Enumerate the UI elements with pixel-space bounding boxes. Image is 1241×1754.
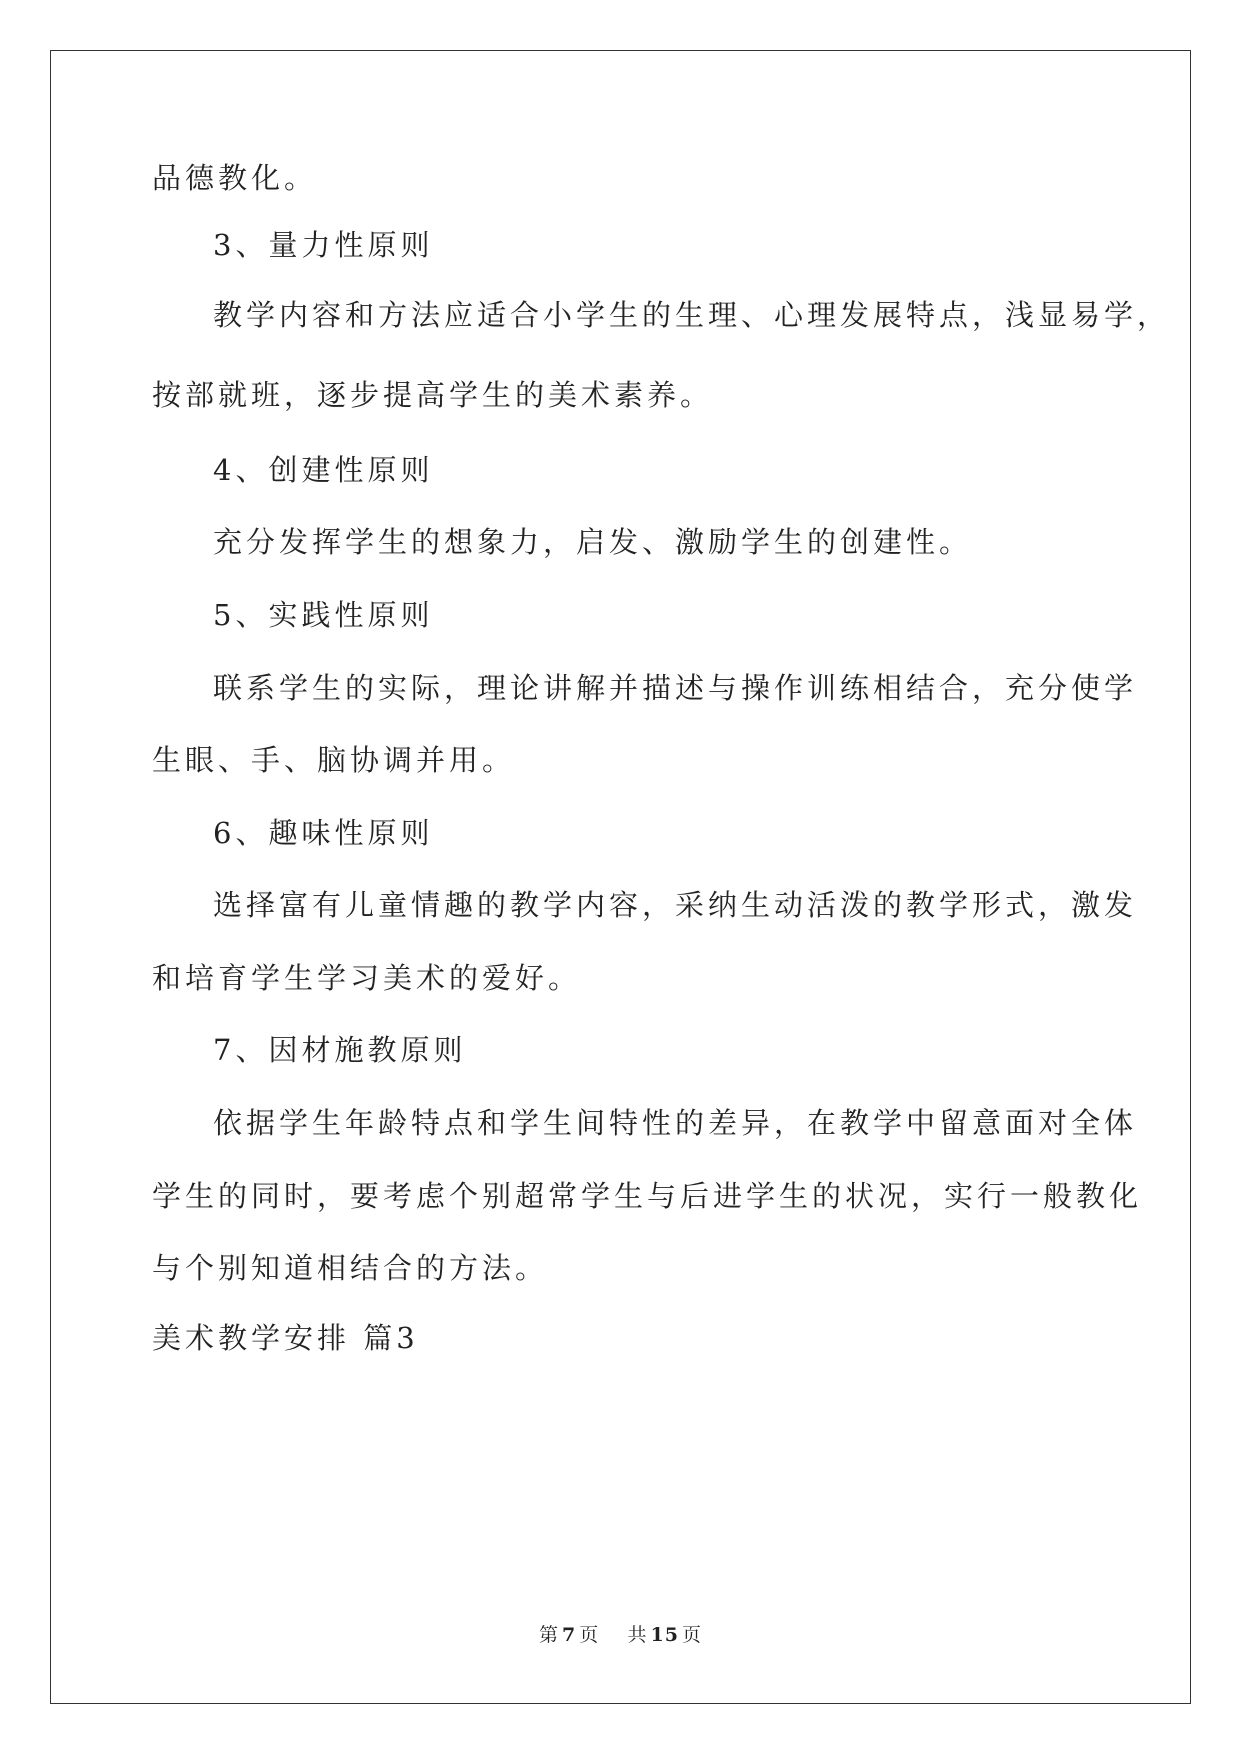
total-pages-number: 15 — [650, 1624, 679, 1646]
section-heading: 7、因材施教原则 — [213, 1033, 467, 1067]
text-line: 教学内容和方法应适合小学生的生理、心理发展特点，浅显易学， — [213, 298, 1171, 332]
text-line: 与个别知道相结合的方法。 — [152, 1251, 549, 1285]
footer-page-unit: 页 — [579, 1624, 600, 1646]
section-heading: 4、创建性原则 — [213, 453, 434, 487]
footer-prefix: 第 — [539, 1624, 560, 1646]
section-heading: 5、实践性原则 — [213, 598, 434, 632]
text-line: 充分发挥学生的想象力，启发、激励学生的创建性。 — [213, 525, 973, 559]
section-heading: 6、趣味性原则 — [213, 816, 434, 850]
footer-total-prefix: 共 — [627, 1624, 648, 1646]
text-line: 依据学生年龄特点和学生间特性的差异，在教学中留意面对全体 — [213, 1106, 1138, 1140]
footer-total-unit: 页 — [681, 1624, 702, 1646]
text-line: 联系学生的实际，理论讲解并描述与操作训练相结合，充分使学 — [213, 671, 1138, 705]
section-heading: 3、量力性原则 — [213, 228, 434, 262]
text-line: 生眼、手、脑协调并用。 — [152, 743, 516, 777]
text-line: 品德教化。 — [152, 161, 318, 195]
current-page-number: 7 — [562, 1624, 577, 1646]
text-line: 和培育学生学习美术的爱好。 — [152, 961, 582, 995]
text-line: 选择富有儿童情趣的教学内容，采纳生动活泼的教学形式，激发 — [213, 888, 1138, 922]
page-footer — [0, 1620, 1241, 1647]
text-line: 学生的同时，要考虑个别超常学生与后进学生的状况，实行一般教化 — [152, 1179, 1143, 1213]
text-line: 按部就班，逐步提高学生的美术素养。 — [152, 378, 714, 412]
article-heading: 美术教学安排 篇3 — [152, 1321, 419, 1355]
